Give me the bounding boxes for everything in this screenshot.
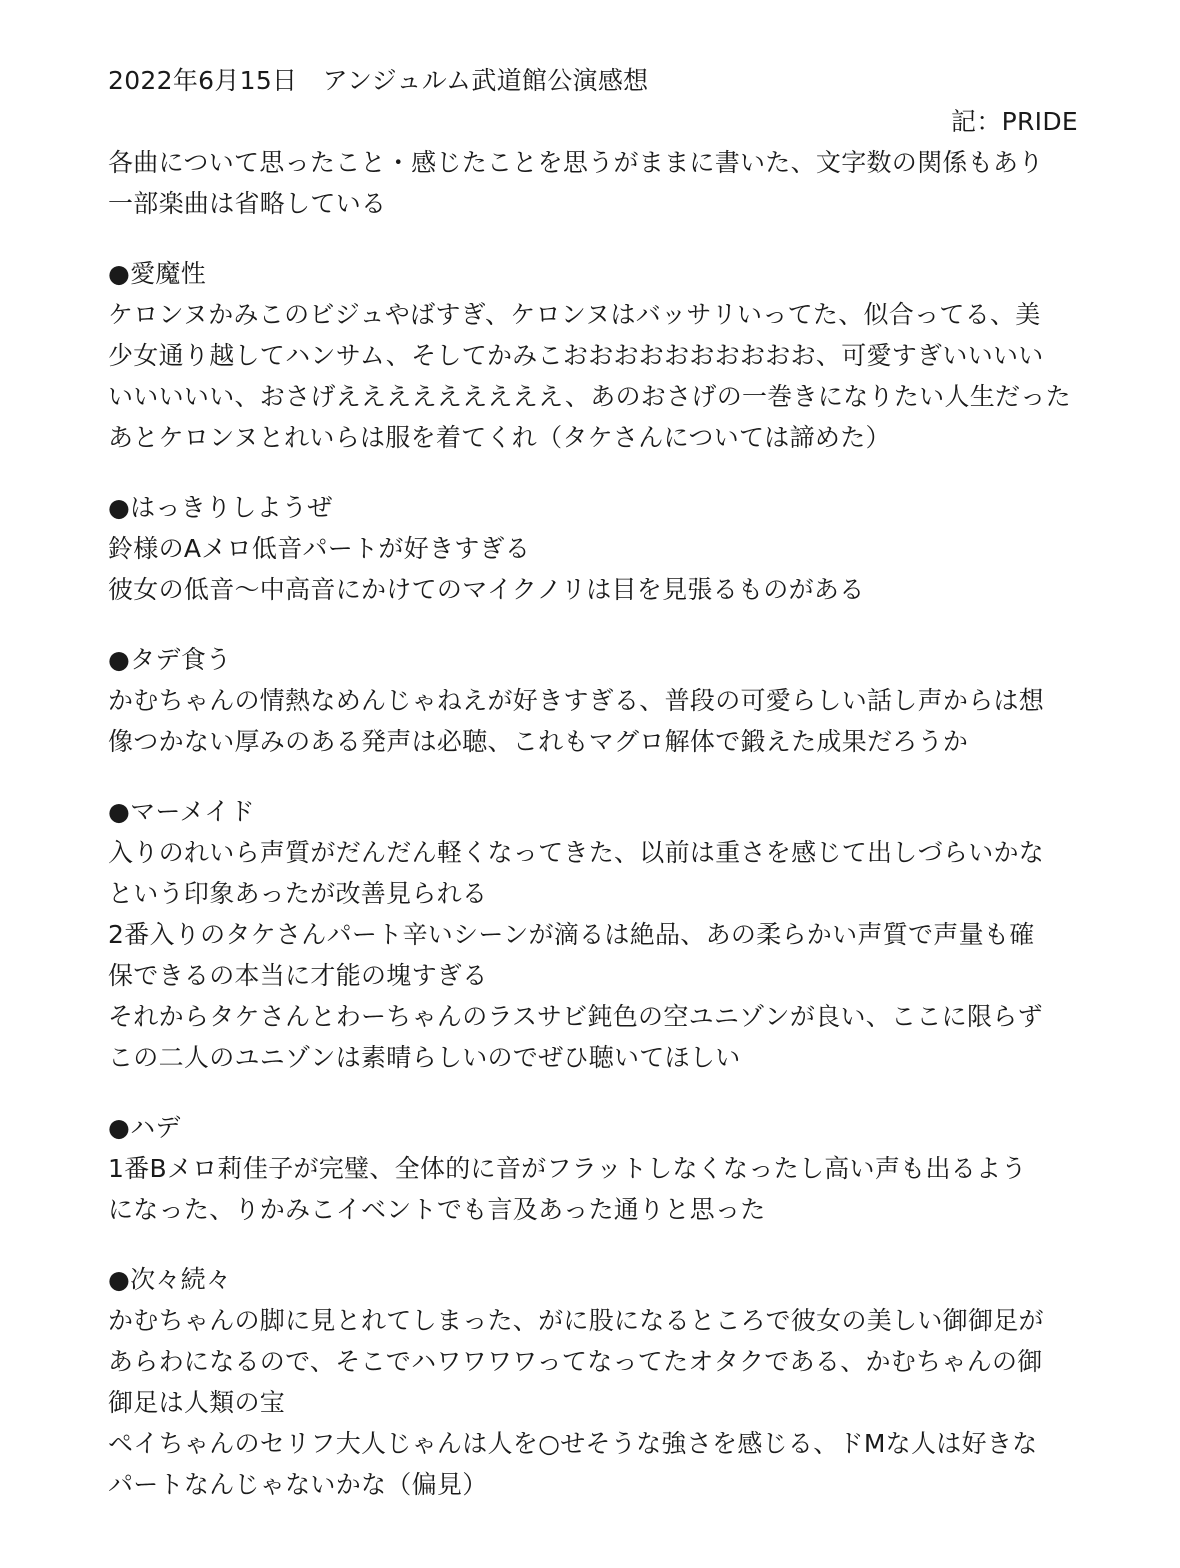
section-line: ケロンヌかみこのビジュやばすぎ、ケロンヌはバッサリいってた、似合ってる、美: [108, 300, 1041, 329]
section-line: 鈴様のAメロ低音パートが好きすぎる: [108, 534, 531, 563]
section-hakkiri: [108, 487, 1078, 610]
paragraph-gap: [108, 1230, 1078, 1259]
section-line: 少女通り越してハンサム、そしてかみこおおおおおおおおおお、可愛すぎいいいい: [108, 341, 1044, 370]
section-line: になった、りかみこイベントでも言及あった通りと思った: [108, 1195, 766, 1224]
section-line: 保できるの本当に才能の塊すぎる: [108, 961, 488, 990]
section-line: 像つかない厚みのある発声は必聴、これもマグロ解体で鍛えた成果だろうか: [108, 727, 969, 756]
section-line: 御足は人類の宝: [108, 1388, 286, 1417]
paragraph-gap: [108, 762, 1078, 791]
section-line: 1番Bメロ莉佳子が完璧、全体的に音がフラットしなくなったし高い声も出るよう: [108, 1154, 1027, 1183]
document-body: [108, 60, 1078, 1505]
section-line: かむちゃんの情熱なめんじゃねえが好きすぎる、普段の可愛らしい話し声からは想: [108, 686, 1045, 715]
paragraph-gap: [108, 1078, 1078, 1107]
section-line: 彼女の低音〜中高音にかけてのマイクノリは目を見張るものがある: [108, 575, 865, 604]
section-title: ●ハデ: [108, 1113, 181, 1142]
paragraph-gap: [108, 224, 1078, 253]
section-mermaid: [108, 791, 1078, 1078]
intro-line: 一部楽曲は省略している: [108, 189, 387, 218]
section-line: 2番入りのタケさんパート辛いシーンが滴るは絶品、あの柔らかい声質で声量も確: [108, 920, 1035, 949]
section-title: ●マーメイド: [108, 797, 255, 826]
paragraph-gap: [108, 458, 1078, 487]
section-line: それからタケさんとわーちゃんのラスサビ鈍色の空ユニゾンが良い、ここに限らず: [108, 1002, 1043, 1031]
section-line: かむちゃんの脚に見とれてしまった、がに股になるところで彼女の美しい御御足が: [108, 1306, 1044, 1335]
section-line: 入りのれいら声質がだんだん軽くなってきた、以前は重さを感じて出しづらいかな: [108, 838, 1045, 867]
section-title: ●タデ食う: [108, 645, 232, 674]
section-aimasho: [108, 253, 1078, 458]
author-credit: 記：PRIDE: [951, 107, 1078, 136]
section-title: ●はっきりしようぜ: [108, 493, 333, 522]
section-hade: [108, 1107, 1078, 1230]
section-title: ●次々続々: [108, 1265, 232, 1294]
section-tsugitsugi: [108, 1259, 1078, 1505]
section-line: という印象あったが改善見られる: [108, 879, 488, 908]
document-title: 2022年6月15日 アンジュルム武道館公演感想: [108, 66, 649, 95]
intro-line: 各曲について思ったこと・感じたことを思うがままに書いた、文字数の関係もあり: [108, 148, 1044, 177]
section-tadekuu: [108, 639, 1078, 762]
section-line: あとケロンヌとれいらは服を着てくれ（タケさんについては諦めた）: [108, 423, 891, 452]
section-line: いいいいい、おさげえええええええええ、あのおさげの一巻きになりたい人生だった: [108, 382, 1071, 411]
section-title: ●愛魔性: [108, 259, 207, 288]
paragraph-gap: [108, 610, 1078, 639]
section-line: あらわになるので、そこでハワワワワってなってたオタクである、かむちゃんの御: [108, 1347, 1043, 1376]
section-line: ペイちゃんのセリフ大人じゃんは人を○せそうな強さを感じる、ドMな人は好きな: [108, 1429, 1038, 1458]
section-line: この二人のユニゾンは素晴らしいのでぜひ聴いてほしい: [108, 1043, 741, 1072]
section-line: パートなんじゃないかな（偏見）: [108, 1470, 488, 1499]
